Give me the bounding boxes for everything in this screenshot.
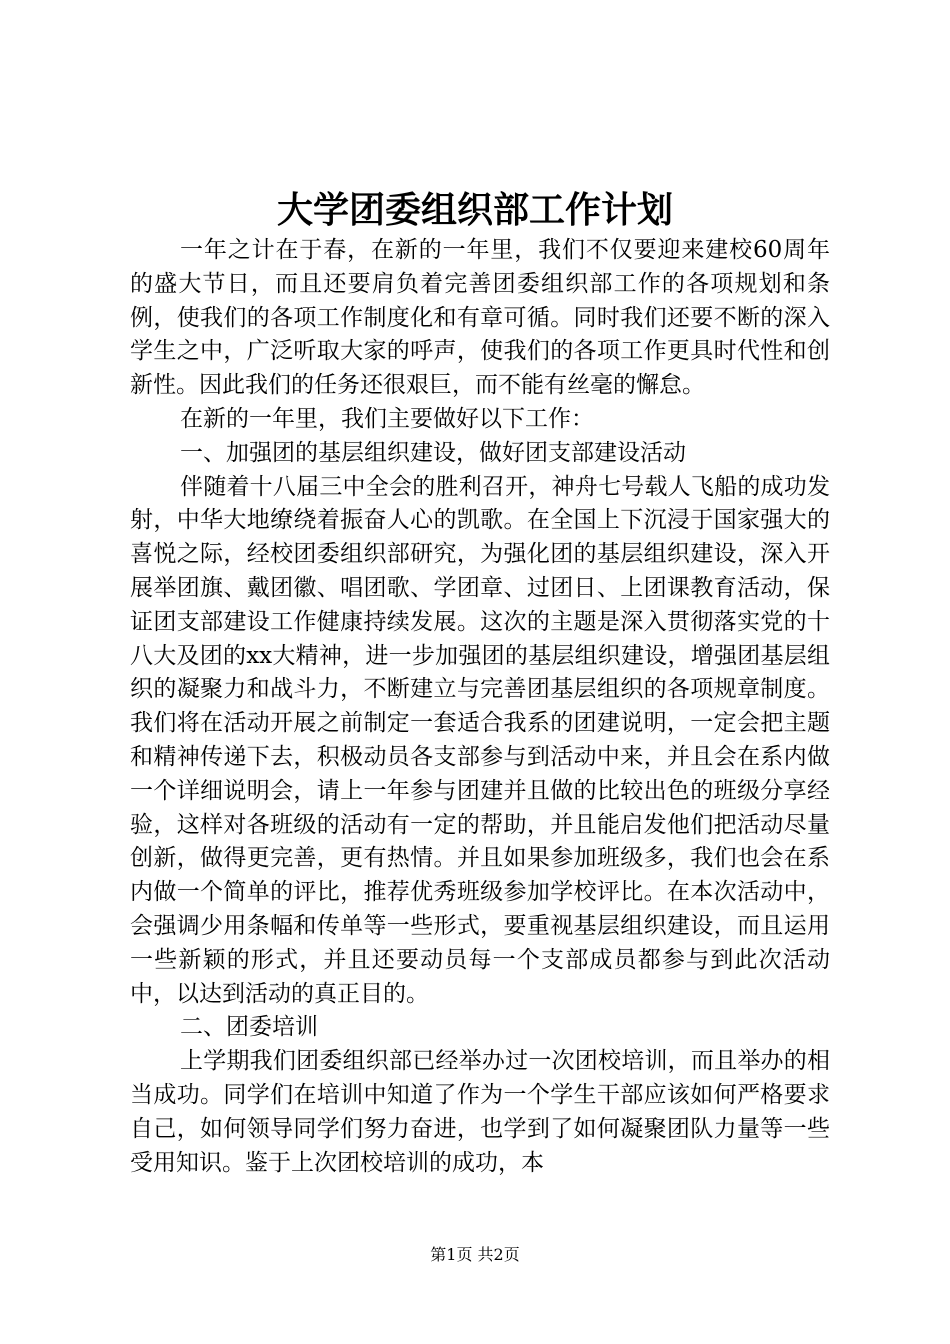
paragraph-section-2: 上学期我们团委组织部已经举办过一次团校培训，而且举办的相当成功。同学们在培训中知道了作为一个学生干部应该如何严格要求自己，如何领导同学们努力奋进，也学到了如何凝聚团队力量等一些受用知识。鉴于上次团校培训的成功，本 [130,1048,830,1176]
document-body [130,234,830,1180]
page-number-footer: 第1页 共2页 [430,1245,520,1264]
document-title: 大学团委组织部工作计划 [276,189,673,231]
section-heading-2: 二、团委培训 [180,1014,318,1041]
paragraph-overview: 在新的一年里，我们主要做好以下工作： [180,405,594,432]
paragraph-section-1: 伴随着十八届三中全会的胜利召开，神舟七号载人飞船的成功发射，中华大地缭绕着振奋人心的凯歌。在全国上下沉浸于国家强大的喜悦之际，经校团委组织部研究，为强化团的基层组织建设，深入开展举团旗、戴团徽、唱团歌、学团章、过团日、上团课教育活动，保证团支部建设工作健康持续发展。这次的主题是深入贯彻落实党的十八大及团的xx大精神，进一步加强团的基层组织建设，增强团基层组织的凝聚力和战斗力，不断建立与完善团基层组织的各项规章制度。我们将在活动开展之前制定一套适合我系的团建说明，一定会把主题和精神传递下去，积极动员各支部参与到活动中来，并且会在系内做一个详细说明会，请上一年参与团建并且做的比较出色的班级分享经验，这样对各班级的活动有一定的帮助，并且能启发他们把活动尽量创新，做得更完善，更有热情。并且如果参加班级多，我们也会在系内做一个简单的评比，推荐优秀班级参加学校评比。在本次活动中，会强调少用条幅和传单等一些形式，要重视基层组织建设，而且运用一些新颖的形式，并且还要动员每一个支部成员都参与到此次活动中，以达到活动的真正目的。 [130,473,830,1007]
paragraph-intro: 一年之计在于春，在新的一年里，我们不仅要迎来建校60周年的盛大节日，而且还要肩负着完善团委组织部工作的各项规划和条例，使我们的各项工作制度化和有章可循。同时我们还要不断的深入学生之中，广泛听取大家的呼声，使我们的各项工作更具时代性和创新性。因此我们的任务还很艰巨，而不能有丝毫的懈怠。 [130,237,830,399]
section-heading-1: 一、加强团的基层组织建设，做好团支部建设活动 [180,439,686,466]
